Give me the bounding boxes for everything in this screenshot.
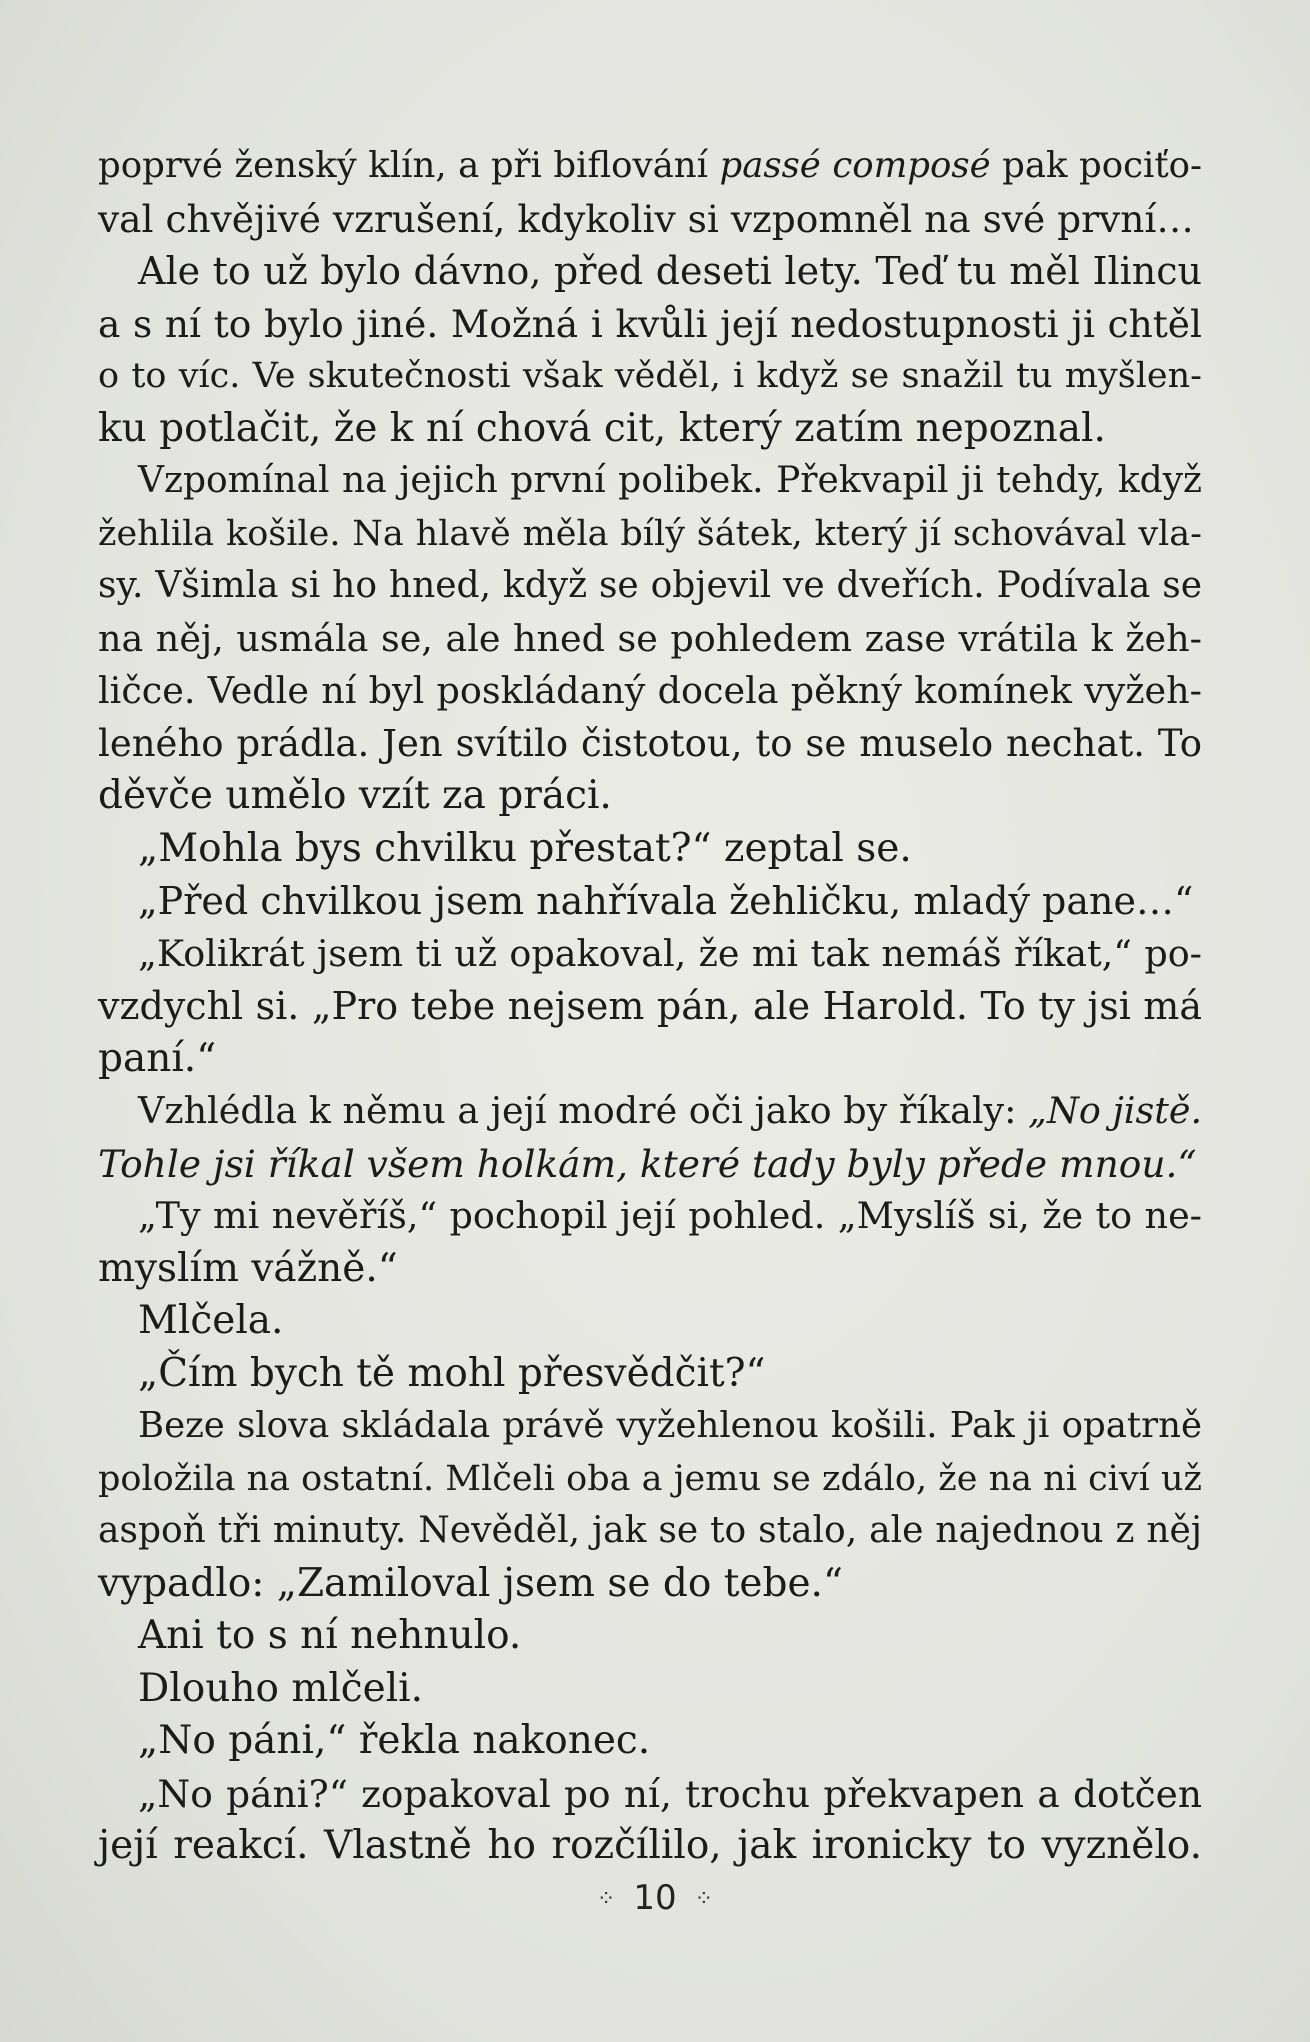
text-line <box>98 665 1202 718</box>
page-number: 10 <box>633 1878 677 1918</box>
text-run: její reakcí. Vlastně ho rozčílilo, jak ironicky to vyznělo. <box>98 1823 1202 1868</box>
text-line <box>98 1453 1202 1506</box>
text-run: o to víc. Ve skutečnosti však věděl, i když se snažil tu myšlen- <box>98 356 1202 396</box>
text-run: Ale to už bylo dávno, před deseti lety. Teď tu měl Ilincu <box>138 249 1202 293</box>
text-run: „Před chvilkou jsem nahřívala žehličku, mladý pane…“ <box>138 879 1194 923</box>
text-run: děvče umělo vzít za práci. <box>98 773 612 818</box>
text-line <box>98 1558 1202 1611</box>
text-line <box>98 875 1202 928</box>
text-run: Vzhlédla k němu a její modré oči jako by říkaly: <box>138 1089 1029 1132</box>
text-line <box>98 1190 1202 1243</box>
text-line <box>98 823 1202 876</box>
text-run: myslím vážně.“ <box>98 1245 398 1291</box>
text-line <box>98 613 1202 666</box>
text-run: vypadlo: „Zamiloval jsem se do tebe.“ <box>98 1560 843 1606</box>
text-line <box>98 403 1202 456</box>
text-line <box>98 1715 1202 1768</box>
italic-text: passé composé <box>719 145 991 186</box>
text-line <box>98 245 1202 298</box>
page-footer <box>0 1876 1310 1922</box>
text-run: položila na ostatní. Mlčeli oba a jemu se zdálo, že na ni civí už <box>98 1458 1202 1499</box>
text-line <box>98 1295 1202 1348</box>
text-line <box>98 350 1202 403</box>
text-run: Dlouho mlčeli. <box>138 1665 424 1711</box>
text-line <box>98 1138 1202 1191</box>
text-run: Vzpomínal na jejich první polibek. Překvapil ji tehdy, když <box>138 460 1202 501</box>
text-line <box>98 1085 1202 1138</box>
text-run: „Ty mi nevěříš,“ pochopil její pohled. „Myslíš si, že to ne- <box>138 1194 1202 1237</box>
body-text <box>98 140 1202 1873</box>
text-run: vzdychl si. „Pro tebe nejsem pán, ale Harold. To ty jsi má <box>98 984 1202 1028</box>
text-line <box>98 718 1202 771</box>
text-line <box>98 1820 1202 1873</box>
text-line <box>98 1610 1202 1663</box>
text-line <box>98 770 1202 823</box>
text-run: leného prádla. Jen svítilo čistotou, to se muselo nechat. To <box>98 721 1202 765</box>
text-line <box>98 455 1202 508</box>
text-line <box>98 560 1202 613</box>
italic-text: Tohle jsi říkal všem holkám, které tady byly přede mnou.“ <box>98 1141 1197 1186</box>
text-run: žehlila košile. Na hlavě měla bílý šátek, který jí schovával vla- <box>98 513 1202 554</box>
text-run: „No páni?“ zopakoval po ní, trochu překvapen a dotčen <box>138 1771 1202 1816</box>
text-run: sy. Všimla si ho hned, když se objevil ve dveřích. Podívala se <box>98 565 1202 606</box>
italic-text: „No jistě. <box>1028 1089 1203 1132</box>
text-line <box>98 1243 1202 1296</box>
text-run: poprvé ženský klín, a při biflování <box>98 145 720 186</box>
text-run: „Kolikrát jsem ti už opakoval, že mi tak nemáš říkat,“ po- <box>138 931 1202 975</box>
text-run: „No páni,“ řekla nakonec. <box>138 1718 651 1763</box>
text-run: „Čím bych tě mohl přesvědčit?“ <box>138 1350 766 1396</box>
text-run: aspoň tři minuty. Nevěděl, jak se to stalo, ale najednou z něj <box>98 1510 1202 1551</box>
text-line <box>98 193 1202 246</box>
text-line <box>98 980 1202 1033</box>
text-line <box>98 928 1202 981</box>
text-run: „Mohla bys chvilku přestat?“ zeptal se. <box>138 825 912 871</box>
text-line <box>98 298 1202 351</box>
text-run: paní.“ <box>98 1035 217 1081</box>
ornament-left-icon: ⁘ <box>596 1886 616 1912</box>
text-run: ku potlačit, že k ní chová cit, který zatím nepoznal. <box>98 405 1106 451</box>
text-run: ličce. Vedle ní byl poskládaný docela pěkný komínek vyžeh- <box>98 669 1202 712</box>
text-run: na něj, usmála se, ale hned se pohledem zase vrátila k žeh- <box>98 616 1202 660</box>
text-run: Beze slova skládala právě vyžehlenou košili. Pak ji opatrně <box>138 1405 1202 1446</box>
text-line <box>98 508 1202 561</box>
ornament-right-icon: ⁘ <box>694 1886 714 1912</box>
text-run: pak pociťo- <box>990 145 1202 186</box>
text-line <box>98 1348 1202 1401</box>
text-line <box>98 140 1202 193</box>
text-run: Ani to s ní nehnulo. <box>138 1613 522 1658</box>
text-line <box>98 1663 1202 1716</box>
text-line <box>98 1400 1202 1453</box>
text-line <box>98 1033 1202 1086</box>
text-run: Mlčela. <box>138 1298 284 1343</box>
text-run: val chvějivé vzrušení, kdykoliv si vzpomněl na své první… <box>98 196 1194 241</box>
text-run: a s ní to bylo jiné. Možná i kvůli její nedostupnosti ji chtěl <box>98 301 1202 346</box>
text-line <box>98 1768 1202 1821</box>
text-line <box>98 1505 1202 1558</box>
